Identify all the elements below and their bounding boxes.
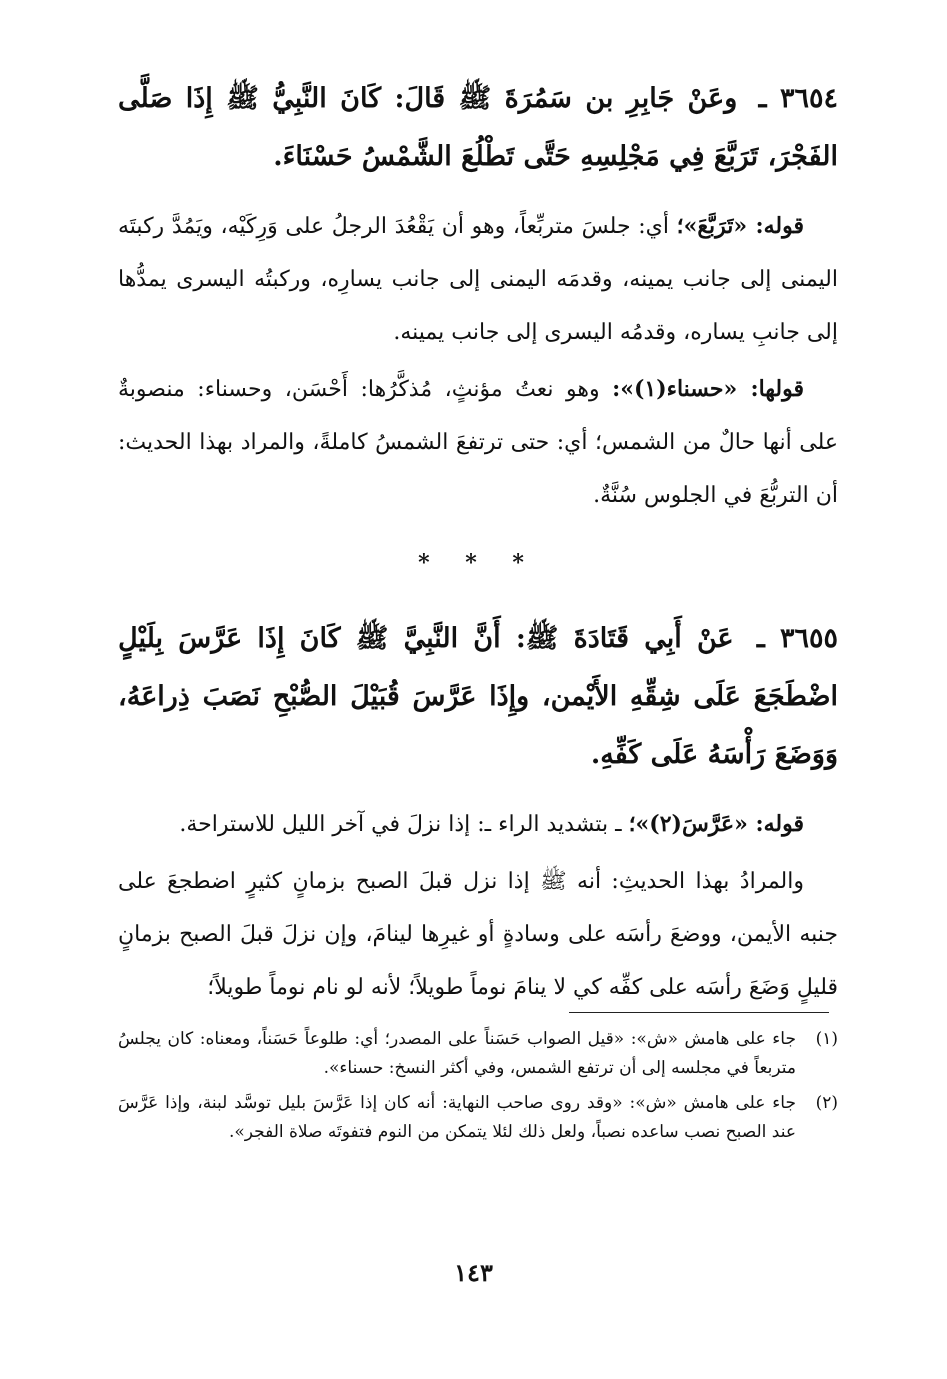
commentary-paragraph [118,200,838,359]
commentary-text: أي: جلسَ متربِّعاً، وهو أن يَقْعُدَ الرجلُ على وَرِكَيْه، ويَمُدَّ ركبتَه اليمنى إلى جانب يمينه، وقدمَه اليمنى إلى جانب يسارِه، وركبتُه اليسرى يمدُّها إلى جانبِ يساره، وقدمُه اليسرى إلى جانب يمينه. [118,214,838,345]
hadith-text: وعَنْ جَابِرِ بن سَمُرَةَ ﷺ قَالَ: كَانَ النَّبِيُّ ﷺ إِذَا صَلَّى الفَجْرَ، تَرَبَّعَ فِي مَجْلِسِهِ حَتَّى تَطْلُعَ الشَّمْسُ حَسْنَاءَ. [118,83,838,172]
footnote-text: جاء على هامش «ش»: «قيل الصواب حَسَناً على المصدر؛ أي: طلوعاً حَسَناً، ومعناه: كان يجلسُ متربعاً في مجلسه إلى أن ترتفع الشمس، وفي أكثر النسخ: حسناء». [118,1029,796,1078]
footnotes [118,1025,838,1153]
commentary-paragraph [118,855,838,1014]
footnote-divider [569,1012,829,1013]
footnote-marker: (١) [815,1029,838,1049]
commentary-text: وهو نعتُ مؤنثٍ، مُذكَّرُها: أَحْسَن، وحسناء: منصوبةٌ على أنها حالٌ من الشمس؛ أي: حتى ترتفعَ الشمسُ كاملةً، والمراد بهذا الحديث: أن التربُّعَ في الجلوس سُنَّةٌ. [118,377,838,508]
commentary-text: والمرادُ بهذا الحديثِ: أنه ﷺ إذا نزل قبلَ الصبح بزمانٍ كثيرٍ اضطجعَ على جنبه الأيمن، ووضعَ رأسَه على وسادةٍ أو غيرِها لينامَ، وإن نزلَ قبلَ الصبح بزمانٍ قليلٍ وَضَعَ رأسَه على كفِّه كي لا ينامَ نوماً طويلاً؛ لأنه لو نام نوماً طويلاً؛ [118,869,838,1000]
hadith-number: ٣٦٥٥ ـ [756,623,839,654]
hadith-3654 [118,70,838,186]
hadith-3655 [118,610,838,784]
page-body [118,70,838,1018]
footnote [118,1025,838,1083]
commentary-paragraph [118,363,838,522]
footnote [118,1089,838,1147]
page-number: ١٤٣ [454,1258,493,1287]
commentary-lead: قوله: «تَرَبَّعَ»؛ [676,213,804,239]
commentary-lead: قولها: «حسناء(١)»: [612,376,805,402]
commentary-paragraph [118,798,838,851]
commentary-text: ـ بتشديد الراء ـ: إذا نزلَ في آخر الليل للاستراحة. [179,812,629,837]
hadith-text: عَنْ أَبِي قَتَادَةَ ﷺ: أَنَّ النَّبِيَّ ﷺ كَانَ إِذَا عَرَّسَ بِلَيْلٍ اضْطَجَعَ عَلَى شِقِّهِ الأَيْمن، وإِذَا عَرَّسَ قُبَيْلَ الصُّبْحِ نَصَبَ ذِراعَهُ، وَوَضَعَ رَأْسَهُ عَلَى كَفِّهِ. [118,623,838,770]
commentary-lead: قوله: «عَرَّسَ(٢)»؛ [628,811,804,837]
section-separator: * * * [418,550,538,576]
footnote-marker: (٢) [815,1093,838,1113]
footnote-text: جاء على هامش «ش»: «وقد روى صاحب النهاية: أنه كان إذا عَرَّسَ بليل توسَّد لبنة، وإذا عَرَّسَ عند الصبح نصب ساعده نصباً، ولعل ذلك لئلا يتمكن من النوم فتفوتَه صلاة الفجر». [118,1093,796,1142]
hadith-number: ٣٦٥٤ ـ [758,83,839,114]
